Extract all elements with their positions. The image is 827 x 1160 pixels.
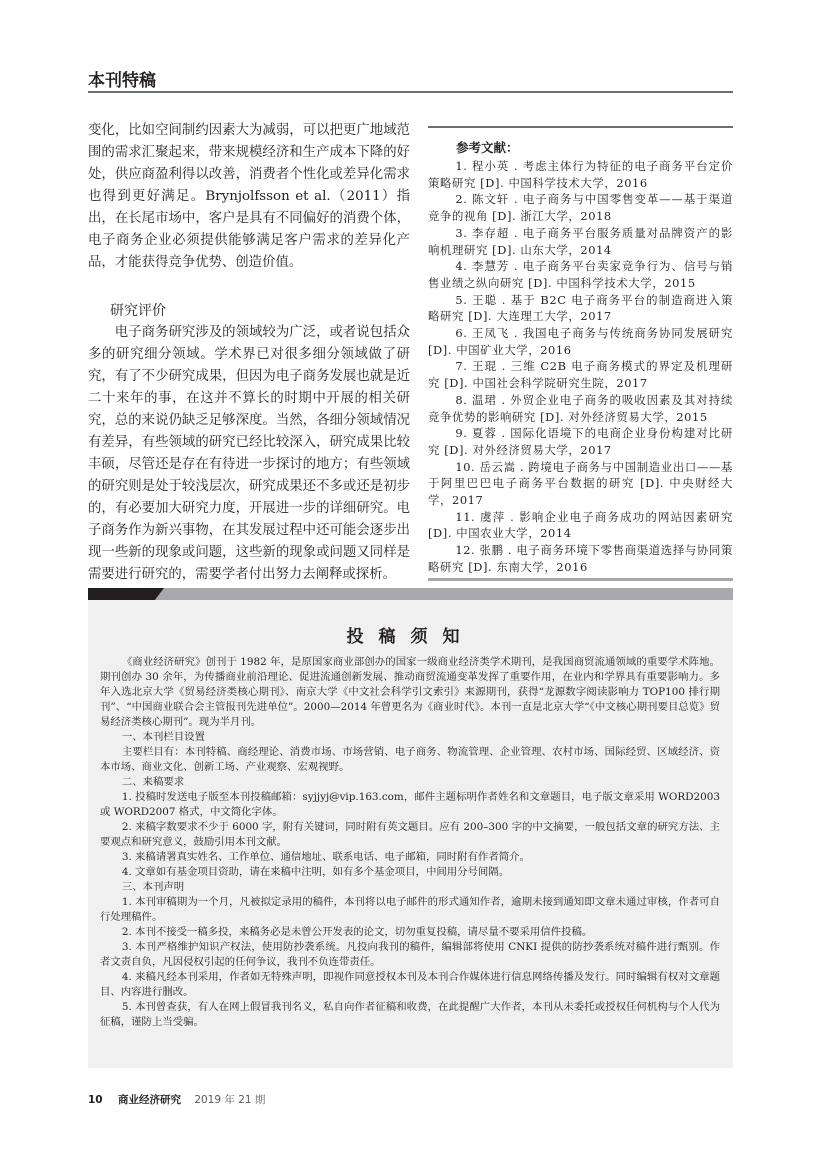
notice-paragraph: 主要栏目有：本刊特稿、商经理论、消费市场、市场营销、电子商务、物流管理、企业管理、农村市场、国际经贸、区域经济、资本市场、商业文化、创新工场、产业观察、宏观视野。: [100, 746, 720, 773]
reference-item: 6. 王凤飞 . 我国电子商务与传统商务协同发展研究 [D]. 中国矿业大学，2016: [428, 326, 733, 357]
journal-name: 商业经济研究: [117, 1094, 181, 1106]
notice-paragraph: 4. 文章如有基金项目资助，请在来稿中注明，如有多个基金项目，中间用分号间隔。: [121, 866, 510, 878]
notice-paragraph: 3. 本刊严格维护知识产权法，使用防抄袭系统。凡投向我刊的稿件，编辑部将使用 CNKI 提供的防抄袭系统对稿件进行甄别。作者文责自负，凡因侵权引起的任何争议，我刊不负连带责任。: [100, 941, 720, 968]
section-title: 本刊特稿: [88, 71, 156, 91]
reference-item: 1. 程小英 . 考虑主体行为特征的电子商务平台定价策略研究 [D]. 中国科学技术大学，2016: [428, 159, 733, 190]
notice-title: 投稿须知: [346, 627, 475, 647]
article-body: [88, 120, 410, 586]
notice-heading: 一、本刊栏目设置: [121, 731, 205, 743]
notice-heading: 二、来稿要求: [121, 776, 185, 788]
notice-body: [100, 655, 720, 1030]
reference-item: 7. 王琨 . 三维 C2B 电子商务模式的界定及机理研究 [D]. 中国社会科学院研究生院，2017: [428, 359, 733, 391]
references-box: [428, 126, 733, 581]
notice-paragraph: 《商业经济研究》创刊于 1982 年，是原国家商业部创办的国家一级商业经济类学术期刊，是我国商贸流通领域的重要学术阵地。期刊创办 30 余年，为传播商业前沿理论、促进流通创新发展、推动商贸流通变革发挥了重要作用，在业内和学界具有重要影响力。多年入选北京大学《贸易经济类核心期刊》、南京大学《中文社会科学引文索引》来源期刊，获得“龙源数字阅读影响力 TOP100 排行期刊”、“中国商业联合会主管报刊先进单位”。2000—2014 年曾更名为《商业时代》。本刊一直是北京大学“《中文核心期刊要目总览》贸易经济类核心期刊”。现为半月刊。: [100, 656, 720, 728]
reference-item: 10. 岳云嵩 . 跨境电子商务与中国制造业出口——基于阿里巴巴电子商务平台数据的研究 [D]. 中央财经大学，2017: [428, 459, 733, 508]
reference-item: 12. 张鹏 . 电子商务环境下零售商渠道选择与协同策略研究 [D]. 东南大学，2016: [428, 543, 733, 574]
issue-label: 2019 年 21 期: [194, 1094, 266, 1106]
reference-item: 3. 李存超 . 电子商务平台服务质量对品牌资产的影响机理研究 [D]. 山东大学，2014: [428, 225, 733, 257]
header-rule: [88, 91, 733, 93]
paragraph: 电子商务研究涉及的领域较为广泛，或者说包括众多的研究细分领域。学术界已对很多细分领域做了研究，有了不少研究成果，但因为电子商务发展也就是近二十来年的事，在这并不算长的时期中开展的相关研究，总的来说仍缺乏足够深度。当然，各细分领域情况有差异，有些领域的研究已经比较深入，研究成果比较丰硕，尽管还是存在有待进一步探讨的地方；有些领域的研究则是处于较浅层次，研究成果还不多或还是初步的，有必要加大研究力度，开展进一步的详细研究。电子商务作为新兴事物，在其发展过程中还可能会逐步出现一些新的现象或问题，这些新的现象或问题又同样是需要进行研究的，需要学者付出努力去阐释或探析。: [88, 325, 410, 582]
notice-paragraph: 5. 本刊曾查获，有人在网上假冒我刊名义，私自向作者征稿和收费，在此提醒广大作者，本刊从未委托或授权任何机构与个人代为征稿，谨防上当受骗。: [100, 1001, 720, 1028]
notice-paragraph: 2. 来稿字数要求不少于 6000 字，附有关键词，同时附有英文题目。应有 200–300 字的中文摘要，一般包括文章的研究方法、主要观点和研究意义，鼓励引用本刊文献。: [100, 821, 720, 848]
reference-item: 4. 李慧芳 . 电子商务平台卖家竞争行为、信号与销售业绩之纵向研究 [D]. 中国科学技术大学，2015: [428, 259, 733, 290]
reference-item: 5. 王聪 . 基于 B2C 电子商务平台的制造商进入策略研究 [D]. 大连理工大学，2017: [428, 292, 733, 324]
reference-list: [428, 158, 733, 576]
notice-paragraph: 1. 投稿时发送电子版至本刊投稿邮箱：syjjyj@vip.163.com，邮件主题标明作者姓名和文章题目，电子版文章采用 WORD2003 或 WORD2007 格式，中文简化字体。: [100, 791, 720, 818]
notice-bar-accent: [88, 588, 164, 600]
reference-item: 8. 温珺 . 外贸企业电子商务的吸收因素及其对持续竞争优势的影响研究 [D]. 对外经济贸易大学，2015: [428, 392, 733, 424]
notice-heading: 三、本刊声明: [121, 881, 185, 893]
notice-paragraph: 4. 来稿凡经本刊采用，作者如无特殊声明，即视作同意授权本刊及本刊合作媒体进行信息网络传播及发行。同时编辑有权对文章题目、内容进行删改。: [100, 971, 720, 998]
submission-notice-box: [88, 588, 733, 1068]
reference-item: 2. 陈文轩 . 电子商务与中国零售变革——基于渠道竞争的视角 [D]. 浙江大学，2018: [428, 192, 733, 224]
notice-paragraph: 3. 来稿请署真实姓名、工作单位、通信地址、联系电话、电子邮箱，同时附有作者简介。: [121, 851, 530, 863]
reference-item: 9. 夏蓉 . 国际化语境下的电商企业身份构建对比研究 [D]. 对外经济贸易大学，2017: [428, 426, 733, 457]
page-number: 10: [88, 1094, 103, 1106]
page-footer: [88, 1092, 265, 1107]
notice-paragraph: 2. 本刊不接受一稿多投，来稿务必是未曾公开发表的论文，切勿重复投稿，请尽量不要采用信件投稿。: [121, 926, 593, 938]
references-title: 参考文献：: [456, 140, 519, 155]
continued-paragraph: 变化，比如空间制约因素大为减弱，可以把更广地域范围的需求汇聚起来，带来规模经济和生产成本下降的好处，供应商盈利得以改善，消费者个性化或差异化需求也得到更好满足。Brynjolfsson et al.（2011）指出，在长尾市场中，客户是具有不同偏好的消费个体，电子商务企业必须提供能够满足客户需求的差异化产品，才能获得竞争优势、创造价值。: [88, 123, 410, 270]
subsection-heading: 研究评价: [110, 303, 166, 319]
notice-paragraph: 1. 本刊审稿期为一个月，凡被拟定录用的稿件，本刊将以电子邮件的形式通知作者，逾期未接到通知即文章未通过审核，作者可自行处理稿件。: [100, 896, 720, 923]
notice-bar: [88, 588, 733, 600]
reference-item: 11. 虞萍 . 影响企业电子商务成功的网站因素研究 [D]. 中国农业大学，2014: [428, 509, 733, 541]
